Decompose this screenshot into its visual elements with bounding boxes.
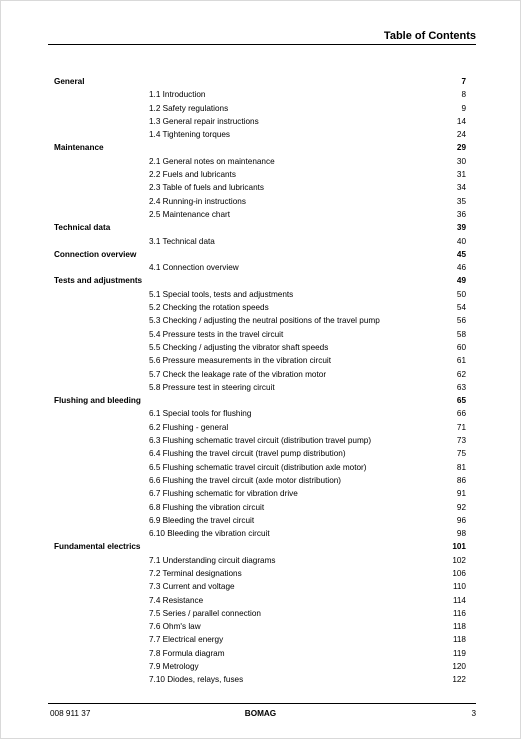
toc-entry-row[interactable]: [54, 208, 466, 221]
toc-page-number: 61: [456, 356, 466, 366]
toc-section-row[interactable]: [54, 248, 466, 261]
toc-page-number: 46: [456, 263, 466, 273]
toc-page-number: 49: [456, 276, 466, 286]
toc-page-number: 119: [452, 648, 466, 658]
toc-entry-row[interactable]: [54, 461, 466, 474]
toc-page-number: 56: [456, 316, 466, 326]
toc-page-number: 60: [456, 342, 466, 352]
toc-entry-title: 7.8 Formula diagram: [149, 648, 225, 658]
toc-entry-title: 7.6 Ohm's law: [149, 622, 201, 632]
toc-entry-row[interactable]: [54, 181, 466, 194]
brand-name: BOMAG: [244, 709, 277, 718]
toc-entry-title: 5.2 Checking the rotation speeds: [149, 303, 269, 313]
toc-entry-row[interactable]: [54, 354, 466, 367]
toc-page-number: 24: [456, 130, 466, 140]
toc-entry-title: 1.4 Tightening torques: [149, 130, 231, 140]
toc-page-number: 66: [456, 409, 466, 419]
toc-entry-row[interactable]: [54, 407, 466, 420]
toc-page-number: 58: [456, 329, 466, 339]
toc-entry-row[interactable]: [54, 368, 466, 381]
toc-page-number: 81: [456, 462, 466, 472]
toc-entry-row[interactable]: [54, 514, 466, 527]
toc-page-number: 63: [456, 382, 466, 392]
toc-entry-row[interactable]: [54, 128, 466, 141]
toc-entry-row[interactable]: [54, 607, 466, 620]
toc-page-number: 98: [456, 529, 466, 539]
toc-page-number: 96: [456, 515, 466, 525]
toc-page-number: 102: [452, 555, 466, 565]
toc-section-row[interactable]: [54, 221, 466, 234]
toc-entry-title: 5.5 Checking / adjusting the vibrator shaft speeds: [149, 342, 329, 352]
toc-entry-row[interactable]: [54, 567, 466, 580]
toc-entry-title: 6.10 Bleeding the vibration circuit: [149, 529, 270, 539]
toc-entry-row[interactable]: [54, 288, 466, 301]
toc-page-number: 39: [456, 223, 466, 233]
toc-entry-title: 3.1 Technical data: [149, 236, 215, 246]
document-number: 008 911 37: [50, 709, 91, 718]
toc-entry-row[interactable]: [54, 381, 466, 394]
toc-page-number: 116: [452, 608, 466, 618]
toc-page-number: 75: [456, 449, 466, 459]
toc-page-number: 110: [452, 582, 466, 592]
toc-section-row[interactable]: [54, 141, 466, 154]
toc-page-number: 36: [456, 209, 466, 219]
toc-entry-title: 7.4 Resistance: [149, 595, 204, 605]
toc-page-number: 54: [456, 303, 466, 313]
toc-entry-title: 6.7 Flushing schematic for vibration drive: [149, 489, 298, 499]
toc-entry-row[interactable]: [54, 115, 466, 128]
toc-entry-row[interactable]: [54, 261, 466, 274]
toc-entry-row[interactable]: [54, 620, 466, 633]
toc-page-number: 8: [461, 90, 466, 100]
toc-entry-title: 6.3 Flushing schematic travel circuit (distribution travel pump): [149, 436, 372, 446]
toc-page-number: 40: [456, 236, 466, 246]
toc-entry-row[interactable]: [54, 647, 466, 660]
header-rule: [48, 44, 476, 45]
toc-section-title: Technical data: [54, 223, 111, 233]
toc-page-number: 114: [452, 595, 466, 605]
toc-entry-title: 6.5 Flushing schematic travel circuit (distribution axle motor): [149, 462, 367, 472]
toc-entry-row[interactable]: [54, 328, 466, 341]
toc-entry-title: 7.3 Current and voltage: [149, 582, 235, 592]
toc-entry-row[interactable]: [54, 447, 466, 460]
toc-entry-title: 2.1 General notes on maintenance: [149, 156, 275, 166]
toc-section-row[interactable]: [54, 274, 466, 287]
toc-section-title: General: [54, 77, 85, 86]
toc-entry-row[interactable]: [54, 421, 466, 434]
page-title: Table of Contents: [383, 30, 476, 42]
toc-entry-title: 7.7 Electrical energy: [149, 635, 224, 645]
toc-section-title: Fundamental electrics: [54, 542, 141, 552]
toc-entry-title: 5.7 Check the leakage rate of the vibration motor: [149, 369, 327, 379]
toc-page-number: 73: [456, 436, 466, 446]
toc-entry-title: 7.2 Terminal designations: [149, 568, 242, 578]
toc-section-row[interactable]: [54, 75, 466, 88]
toc-entry-row[interactable]: [54, 155, 466, 168]
toc-entry-title: 2.4 Running-in instructions: [149, 196, 246, 206]
toc-entry-row[interactable]: [54, 673, 466, 686]
toc-entry-title: 7.5 Series / parallel connection: [149, 608, 261, 618]
toc-entry-row[interactable]: [54, 168, 466, 181]
toc-page-number: 31: [456, 170, 466, 180]
toc-section-row[interactable]: [54, 540, 466, 553]
toc-page-number: 62: [456, 369, 466, 379]
toc-page-number: 29: [456, 143, 466, 153]
toc-entry-title: 5.1 Special tools, tests and adjustments: [149, 289, 294, 299]
toc-page-number: 86: [456, 475, 466, 485]
toc-page-number: 122: [452, 675, 466, 685]
toc-entry-row[interactable]: [54, 474, 466, 487]
toc-entry-row[interactable]: [54, 88, 466, 101]
toc-entry-title: 6.6 Flushing the travel circuit (axle motor distribution): [149, 475, 342, 485]
toc-page-number: 65: [456, 396, 466, 406]
toc-page-number: 106: [452, 568, 466, 578]
toc-entry-title: 6.8 Flushing the vibration circuit: [149, 502, 265, 512]
toc-entry-title: 7.1 Understanding circuit diagrams: [149, 555, 276, 565]
toc-entry-title: 1.1 Introduction: [149, 90, 206, 100]
toc-page-number: 118: [452, 635, 466, 645]
toc-entry-row[interactable]: [54, 301, 466, 314]
toc-entry-title: 7.9 Metrology: [149, 662, 199, 672]
toc-entry-row[interactable]: [54, 314, 466, 327]
toc-entry-title: 6.9 Bleeding the travel circuit: [149, 515, 255, 525]
toc-page-number: 101: [452, 542, 466, 552]
toc-section-title: Tests and adjustments: [54, 276, 143, 286]
toc-page-number: 35: [456, 196, 466, 206]
toc-entry-title: 7.10 Diodes, relays, fuses: [149, 675, 244, 685]
toc-page-number: 118: [452, 622, 466, 632]
toc-entry-title: 5.3 Checking / adjusting the neutral positions of the travel pump: [149, 316, 380, 326]
toc-entry-title: 6.1 Special tools for flushing: [149, 409, 252, 419]
footer-rule: [48, 703, 476, 704]
toc-entry-row[interactable]: [54, 501, 466, 514]
toc-entry-title: 5.4 Pressure tests in the travel circuit: [149, 329, 284, 339]
toc-page-number: 34: [456, 183, 466, 193]
toc-page-number: 7: [461, 77, 466, 86]
toc-page-number: 71: [456, 422, 466, 432]
toc-entry-row[interactable]: [54, 341, 466, 354]
toc-entry-row[interactable]: [54, 487, 466, 500]
toc-entry-row[interactable]: [54, 527, 466, 540]
toc-entry-row[interactable]: [54, 633, 466, 646]
toc-entry-row[interactable]: [54, 434, 466, 447]
toc-entry-title: 5.6 Pressure measurements in the vibration circuit: [149, 356, 332, 366]
toc-entry-row[interactable]: [54, 102, 466, 115]
toc-page-number: 50: [456, 289, 466, 299]
toc-section-title: Flushing and bleeding: [54, 396, 141, 406]
toc-entry-title: 2.5 Maintenance chart: [149, 209, 231, 219]
toc-section-row[interactable]: [54, 394, 466, 407]
page-number: 3: [471, 709, 476, 718]
table-of-contents: [54, 75, 466, 687]
toc-page-number: 45: [456, 249, 466, 259]
toc-entry-title: 2.3 Table of fuels and lubricants: [149, 183, 265, 193]
toc-entry-title: 6.2 Flushing - general: [149, 422, 229, 432]
toc-page-number: 120: [452, 662, 466, 672]
toc-entry-title: 1.3 General repair instructions: [149, 116, 259, 126]
toc-section-title: Maintenance: [54, 143, 104, 153]
toc-page-number: 91: [456, 489, 466, 499]
toc-page-number: 92: [456, 502, 466, 512]
toc-entry-row[interactable]: [54, 235, 466, 248]
toc-entry-row[interactable]: [54, 580, 466, 593]
toc-page-number: 30: [456, 156, 466, 166]
toc-entry-row[interactable]: [54, 195, 466, 208]
toc-page-number: 9: [461, 103, 466, 113]
toc-entry-title: 6.4 Flushing the travel circuit (travel pump distribution): [149, 449, 346, 459]
toc-entry-title: 4.1 Connection overview: [149, 263, 239, 273]
toc-entry-row[interactable]: [54, 554, 466, 567]
toc-entry-title: 1.2 Safety regulations: [149, 103, 229, 113]
toc-section-title: Connection overview: [54, 249, 137, 259]
toc-entry-title: 5.8 Pressure test in steering circuit: [149, 382, 275, 392]
toc-entry-title: 2.2 Fuels and lubricants: [149, 170, 236, 180]
toc-entry-row[interactable]: [54, 660, 466, 673]
toc-page-number: 14: [456, 116, 466, 126]
toc-entry-row[interactable]: [54, 594, 466, 607]
